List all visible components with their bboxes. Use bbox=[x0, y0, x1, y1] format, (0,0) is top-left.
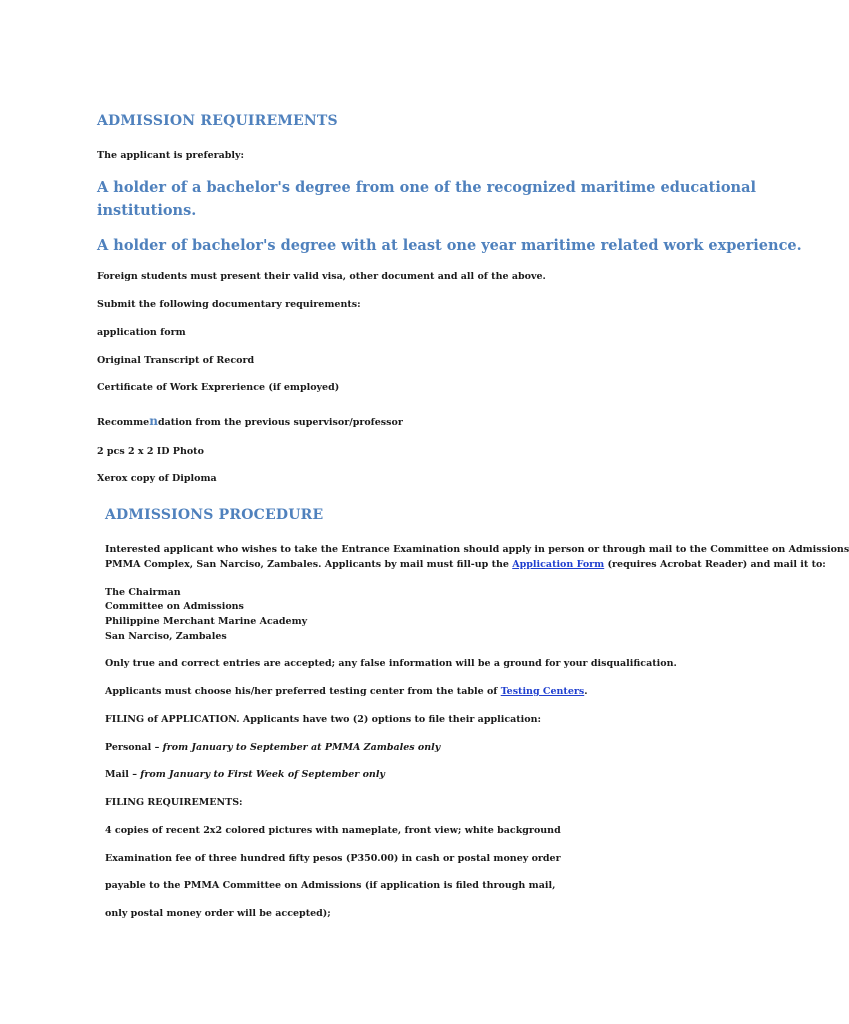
admission-requirements-heading: ADMISSION REQUIREMENTS bbox=[97, 113, 338, 129]
address-line-chairman: The Chairman bbox=[105, 587, 181, 598]
recommendation-pre: Recomme bbox=[97, 417, 150, 428]
doc-application-form: application form bbox=[97, 327, 186, 338]
procedure-para-line2-post: (requires Acrobat Reader) and mail it to: bbox=[604, 559, 826, 570]
testing-pre: Applicants must choose his/her preferred testing center from the table of bbox=[105, 686, 501, 697]
personal-label: Personal – bbox=[105, 742, 163, 753]
requirement-postal-order: only postal money order will be accepted); bbox=[105, 908, 331, 919]
requirement-payable: payable to the PMMA Committee on Admissions (if application is filed through mail, bbox=[105, 880, 556, 891]
mail-option bbox=[105, 769, 385, 780]
requirement-bachelor-recognized-line1: A holder of a bachelor's degree from one of the recognized maritime educational bbox=[97, 179, 756, 196]
requirement-bachelor-recognized bbox=[97, 176, 756, 222]
doc-recommendation bbox=[97, 414, 403, 428]
filing-requirements-heading: FILING REQUIREMENTS: bbox=[105, 797, 243, 808]
address-line-city: San Narciso, Zambales bbox=[105, 631, 227, 642]
recommendation-nn: n bbox=[149, 414, 158, 428]
doc-diploma: Xerox copy of Diploma bbox=[97, 473, 217, 484]
testing-centers-link[interactable]: Testing Centers bbox=[500, 686, 585, 697]
submit-requirements-text: Submit the following documentary requirements: bbox=[97, 299, 361, 310]
address-line-committee: Committee on Admissions bbox=[105, 601, 244, 612]
personal-text: from January to September at PMMA Zambales only bbox=[162, 742, 441, 753]
procedure-para-line2-pre: PMMA Complex, San Narciso, Zambales. Applicants by mail must fill-up the bbox=[105, 559, 513, 570]
application-form-link[interactable]: Application Form bbox=[512, 559, 605, 570]
foreign-students-text: Foreign students must present their valid visa, other document and all of the above. bbox=[97, 271, 546, 282]
admissions-procedure-heading: ADMISSIONS PROCEDURE bbox=[105, 507, 324, 523]
filing-application-text: FILING of APPLICATION. Applicants have two (2) options to file their application: bbox=[105, 714, 542, 725]
testing-post: . bbox=[584, 686, 588, 697]
mail-text: from January to First Week of September only bbox=[140, 769, 385, 780]
testing-centers-text bbox=[105, 686, 588, 697]
doc-work-experience: Certificate of Work Exprerience (if employed) bbox=[97, 382, 340, 393]
requirement-bachelor-experience: A holder of bachelor's degree with at least one year maritime related work experience. bbox=[97, 237, 802, 254]
intro-text: The applicant is preferably: bbox=[97, 150, 245, 161]
procedure-para-line1: Interested applicant who wishes to take the Entrance Examination should apply in person or through mail to the Committee on Admissions bbox=[105, 544, 849, 555]
address-line-academy: Philippine Merchant Marine Academy bbox=[105, 616, 308, 627]
requirement-pictures: 4 copies of recent 2x2 colored pictures with nameplate, front view; white background bbox=[105, 825, 561, 836]
doc-transcript: Original Transcript of Record bbox=[97, 355, 255, 366]
personal-option bbox=[105, 742, 440, 753]
recommendation-post: dation from the previous supervisor/professor bbox=[157, 417, 403, 428]
requirement-bachelor-recognized-line2: institutions. bbox=[97, 202, 197, 219]
doc-id-photo: 2 pcs 2 x 2 ID Photo bbox=[97, 446, 204, 457]
procedure-para-line2 bbox=[105, 559, 826, 570]
mail-label: Mail – bbox=[105, 769, 141, 780]
requirement-exam-fee: Examination fee of three hundred fifty pesos (P350.00) in cash or postal money order bbox=[105, 853, 561, 864]
true-entries-text: Only true and correct entries are accepted; any false information will be a ground for your disqualification. bbox=[105, 658, 677, 669]
